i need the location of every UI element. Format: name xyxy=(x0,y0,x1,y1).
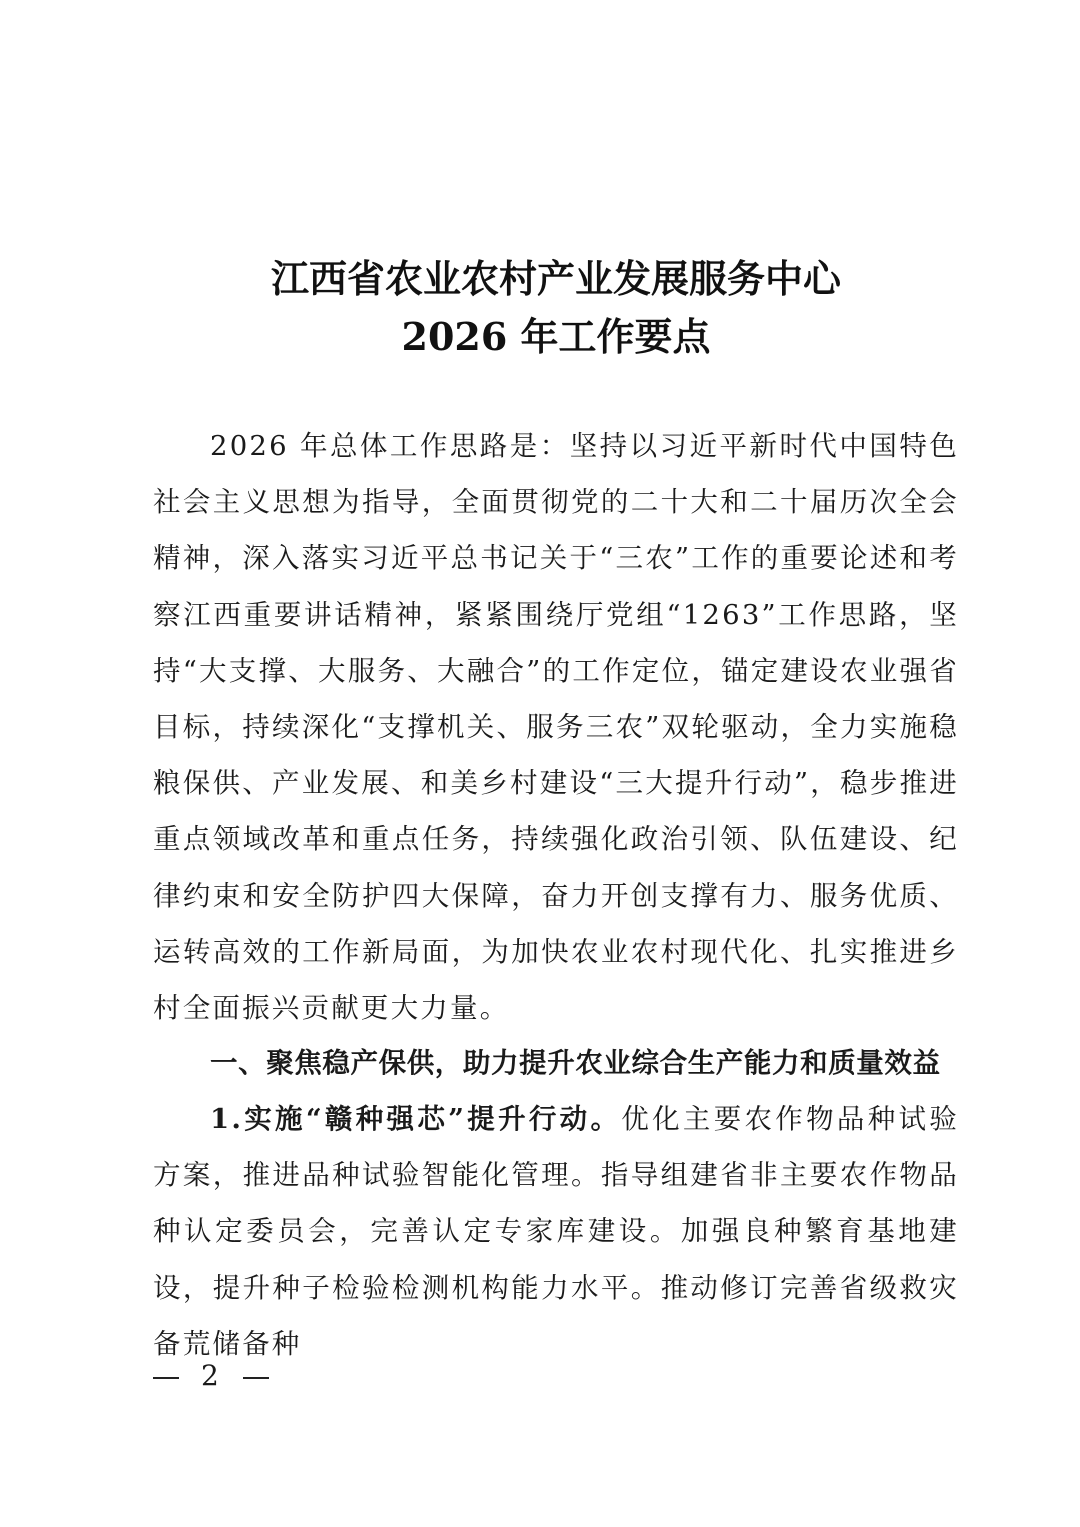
item-1-body: 优化主要农作物品种试验方案，推进品种试验智能化管理。指导组建省非主要农作物品种认定委员会，完善认定专家库建设。加强良种繁育基地建设，提升种子检验检测机构能力水平。推动修订完善省级救灾备荒储备种 xyxy=(153,1103,960,1360)
page-number-value: 2 xyxy=(201,1359,221,1392)
item-1-lead: 1.实施“赣种强芯”提升行动。 xyxy=(210,1103,622,1135)
page-number-left-dash xyxy=(153,1377,179,1379)
page-number xyxy=(153,1356,269,1396)
page-number-right-dash xyxy=(243,1377,269,1379)
document-title-line-1: 江西省农业农村产业发展服务中心 xyxy=(270,256,841,301)
document-title-line-2: 2026 年工作要点 xyxy=(401,314,711,359)
item-1-paragraph xyxy=(153,1091,959,1372)
section-1-heading: 一、聚焦稳产保供，助力提升农业综合生产能力和质量效益 xyxy=(210,1047,941,1079)
overview-paragraph: 2026 年总体工作思路是：坚持以习近平新时代中国特色社会主义思想为指导，全面贯彻党的二十大和二十届历次全会精神，深入落实习近平总书记关于“三农”工作的重要论述和考察江西重要讲话精神，紧紧围绕厅党组“1263”工作思路，坚持“大支撑、大服务、大融合”的工作定位，锚定建设农业强省目标，持续深化“支撑机关、服务三农”双轮驱动，全力实施稳粮保供、产业发展、和美乡村建设“三大提升行动”，稳步推进重点领域改革和重点任务，持续强化政治引领、队伍建设、纪律约束和安全防护四大保障，奋力开创支撑有力、服务优质、运转高效的工作新局面，为加快农业农村现代化、扎实推进乡村全面振兴贡献更大力量。 xyxy=(153,430,959,1025)
